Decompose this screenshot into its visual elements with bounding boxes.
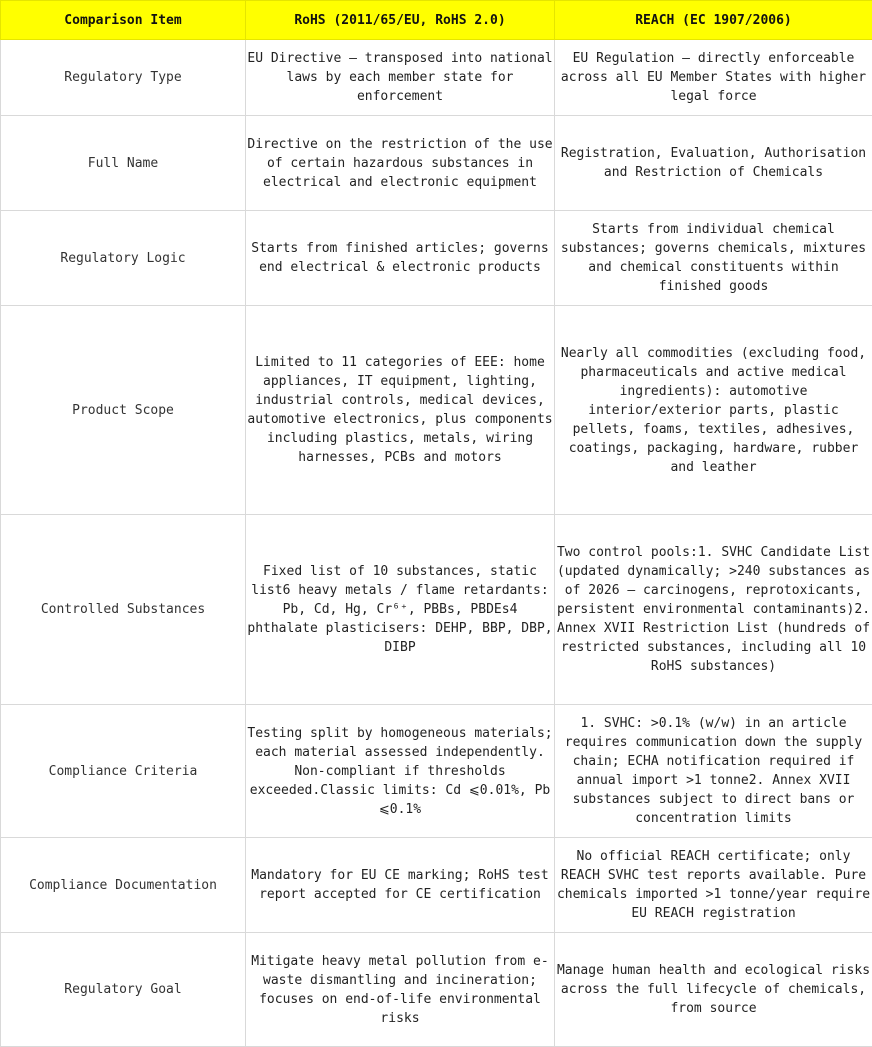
table-row — [1, 40, 872, 116]
header-rohs: RoHS (2011/65/EU, RoHS 2.0) — [246, 1, 555, 40]
reach-cell: No official REACH certificate; only REACH SVHC test reports available. Pure chemicals imported >1 tonne/year require EU REACH registration — [555, 838, 872, 933]
rohs-cell: Mandatory for EU CE marking; RoHS test report accepted for CE certification — [246, 838, 555, 933]
reach-cell: Two control pools:1. SVHC Candidate List (updated dynamically; >240 substances as of 2026 – carcinogens, reprotoxicants, persistent environmental contaminants)2. Annex XVII Restriction List (hundreds of restricted substances, including all 10 RoHS substances) — [555, 515, 872, 705]
row-item: Full Name — [1, 116, 246, 211]
rohs-cell: Starts from finished articles; governs end electrical & electronic products — [246, 211, 555, 306]
reach-cell: Manage human health and ecological risks across the full lifecycle of chemicals, from source — [555, 933, 872, 1047]
table-row — [1, 933, 872, 1047]
header-reach: REACH (EC 1907/2006) — [555, 1, 872, 40]
rohs-cell: Directive on the restriction of the use of certain hazardous substances in electrical and electronic equipment — [246, 116, 555, 211]
row-item: Controlled Substances — [1, 515, 246, 705]
row-item: Regulatory Type — [1, 40, 246, 116]
table-row — [1, 838, 872, 933]
row-item: Regulatory Logic — [1, 211, 246, 306]
reach-cell: Registration, Evaluation, Authorisation and Restriction of Chemicals — [555, 116, 872, 211]
table-body — [1, 40, 872, 1047]
row-item: Compliance Documentation — [1, 838, 246, 933]
reach-cell: Starts from individual chemical substances; governs chemicals, mixtures and chemical constituents within finished goods — [555, 211, 872, 306]
rohs-cell: Limited to 11 categories of EEE: home appliances, IT equipment, lighting, industrial controls, medical devices, automotive electronics, plus components including plastics, metals, wiring harnesses, PCBs and motors — [246, 306, 555, 515]
reach-cell: EU Regulation – directly enforceable across all EU Member States with higher legal force — [555, 40, 872, 116]
table-row — [1, 306, 872, 515]
table-header — [1, 1, 872, 40]
header-comparison-item: Comparison Item — [1, 1, 246, 40]
reach-cell: Nearly all commodities (excluding food, pharmaceuticals and active medical ingredients): automotive interior/exterior parts, plastic pellets, foams, textiles, adhesives, coatings, packaging, hardware, rubber and leather — [555, 306, 872, 515]
header-row — [1, 1, 872, 40]
rohs-cell: Fixed list of 10 substances, static list6 heavy metals / flame retardants: Pb, Cd, Hg, Cr⁶⁺, PBBs, PBDEs4 phthalate plasticisers: DEHP, BBP, DBP, DIBP — [246, 515, 555, 705]
reach-cell: 1. SVHC: >0.1% (w/w) in an article requires communication down the supply chain; ECHA notification required if annual import >1 tonne2. Annex XVII substances subject to direct bans or concentration limits — [555, 705, 872, 838]
row-item: Product Scope — [1, 306, 246, 515]
table-row — [1, 705, 872, 838]
rohs-cell: Mitigate heavy metal pollution from e-waste dismantling and incineration; focuses on end-of-life environmental risks — [246, 933, 555, 1047]
rohs-cell: Testing split by homogeneous materials; each material assessed independently. Non-compliant if thresholds exceeded.Classic limits: Cd ⩽0.01%, Pb ⩽0.1% — [246, 705, 555, 838]
rohs-cell: EU Directive – transposed into national laws by each member state for enforcement — [246, 40, 555, 116]
table-row — [1, 515, 872, 705]
row-item: Compliance Criteria — [1, 705, 246, 838]
table-row — [1, 116, 872, 211]
table-row — [1, 211, 872, 306]
row-item: Regulatory Goal — [1, 933, 246, 1047]
